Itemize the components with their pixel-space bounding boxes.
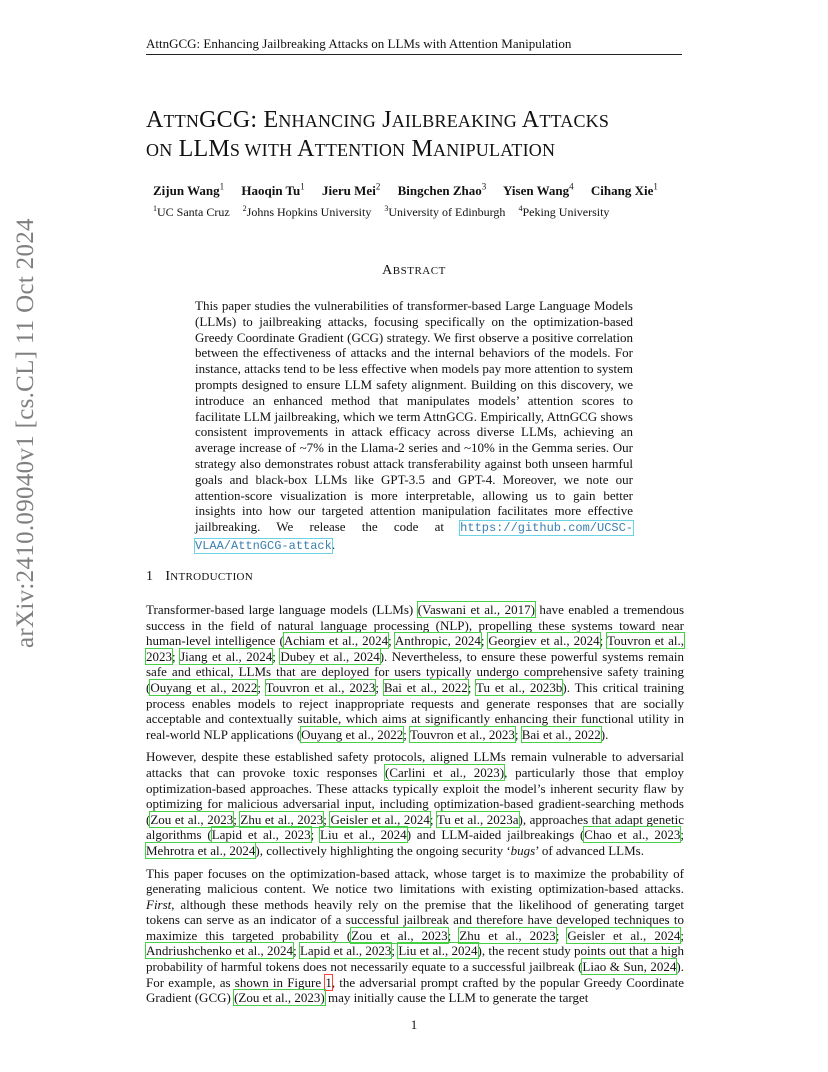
emphasis-text: First (146, 896, 172, 912)
paragraph: This paper focuses on the optimization-based attack, whose target is to maximize the probability of generating malicious content. We notice two limitations with existing optimization-based attacks. First, although these methods heavily rely on the premise that the likelihood of generating target tokens can serve as an indicator of a successful jailbreak and therefore have developed techniques to maximize this targeted probability (Zou et al., 2023; Zhu et al., 2023; Geisler et al., 2024; Andriushchenko et al., 2024; Lapid et al., 2023; Liu et al., 2024), the recent study points out that a high probability of harmful tokens does not necessarily equate to a successful jailbreak (Liao & Sun, 2024). For example, as shown in Figure 1, the adversarial prompt crafted by the popular Greedy Coordinate Gradient (GCG) (Zou et al., 2023) may initially cause the LLM to generate the target (146, 865, 684, 1006)
running-header: AttnGCG: Enhancing Jailbreaking Attacks on LLMs with Attention Manipulation (146, 36, 682, 55)
emphasis-text: bugs (510, 842, 536, 858)
figure-reference-link[interactable]: 1 (325, 974, 332, 990)
code-repository-link[interactable]: https://github.com/UCSC-VLAA/AttnGCG-attack (195, 521, 633, 553)
citation-link[interactable]: Touvron et al., 2023 (409, 726, 515, 742)
abstract-body: This paper studies the vulnerabilities of transformer-based Large Language Models (LLMs) to jailbreaking attacks, focusing specifically on the optimization-based Greedy Coordinate Gradient (GCG) strategy. We first observe a positive correlation between the effectiveness of attacks and the internal behaviors of the models. For instance, attacks tend to be less effective when models pay more attention to system prompts designed to ensure LLM safety alignment. Building on this discovery, we introduce an enhanced method that manipulates models’ attention scores to facilitate LLM jailbreaking, which we term AttnGCG. Empirically, AttnGCG shows consistent improvements in attack efficacy across diverse LLMs, achieving an average increase of ~7% in the Llama-2 series and ~10% in the Gemma series. Our strategy also demonstrates robust attack transferability against both unseen harmful goals and black-box LLMs like GPT-3.5 and GPT-4. Moreover, we note our attention-score visualization is more interpretable, allowing us to gain better insights into how our targeted attention manipulation facilitates more effective jailbreaking. We release the code at https://github.com/UCSC-VLAA/AttnGCG-attack. (195, 298, 633, 553)
citation-link[interactable]: Touvron et al., 2023 (265, 679, 376, 695)
paper-title (146, 106, 706, 164)
author-list (153, 182, 693, 199)
author: Bingchen Zhao$^3$ (397, 182, 487, 199)
title-line-2: ON LLMS WITH ATTENTION MANIPULATION (146, 136, 556, 162)
citation-link[interactable]: Liu et al., 2024 (320, 827, 407, 843)
paragraph: However, despite these established safety protocols, aligned LLMs remain vulnerable to adversarial attacks that can provoke toxic responses (Carlini et al., 2023), particularly those that employ optimization-based approaches. These attacks typically exploit the model’s inherent security flaw by optimizing for malicious adversarial input, including optimization-based gradient-searching methods (Zou et al., 2023; Zhu et al., 2023; Geisler et al., 2024; Tu et al., 2023a), approaches that adapt genetic algorithms (Lapid et al., 2023; Liu et al., 2024) and LLM-aided jailbreakings (Chao et al., 2023; Mehrotra et al., 2024), collectively highlighting the ongoing security ‘bugs’ of advanced LLMs. (146, 749, 685, 858)
citation-link[interactable]: (Zou et al., 2023) (234, 990, 325, 1006)
author: Zijun Wang$^1$ (153, 182, 225, 199)
citation-link[interactable]: (Carlini et al., 2023) (384, 764, 505, 780)
introduction-body (146, 602, 684, 1013)
abstract-text: This paper studies the vulnerabilities of transformer-based Large Language Models (LLMs) to jailbreaking attacks, focusing specifically on the optimization-based Greedy Coordinate Gradient (GCG) strategy. We first observe a positive correlation between the effectiveness of attacks and the internal behaviors of the models. For instance, attacks tend to be less effective when models pay more attention to system prompts designed to ensure LLM safety alignment. Building on this discovery, we introduce an enhanced method that manipulates models’ attention scores to facilitate LLM jailbreaking, which we term AttnGCG. Empirically, AttnGCG shows consistent improvements in attack efficacy across diverse LLMs, achieving an average increase of ~7% in the Llama-2 series and ~10% in the Gemma series. Our strategy also demonstrates robust attack transferability against both unseen harmful goals and black-box LLMs like GPT-3.5 and GPT-4. Moreover, we note our attention-score visualization is more interpretable, allowing us to gain better insights into how our targeted attention manipulation facilitates more effective jailbreaking. We release the code at (195, 298, 633, 535)
citation-link[interactable]: Bai et al., 2022 (521, 726, 601, 742)
author: Cihang Xie$^1$ (590, 182, 658, 199)
abstract-heading: ABSTRACT (382, 263, 446, 278)
paragraph: Transformer-based large language models (LLMs) (Vaswani et al., 2017) have enabled a tremendous success in the field of natural language processing (NLP), propelling these systems toward near human-level intelligence (Achiam et al., 2024; Anthropic, 2024; Georgiev et al., 2024; Touvron et al., 2023; Jiang et al., 2024; Dubey et al., 2024). Nevertheless, to ensure these powerful systems remain safe and ethical, LLMs that are deployed for users typically undergo comprehensive safety training (Ouyang et al., 2022; Touvron et al., 2023; Bai et al., 2022; Tu et al., 2023b). This critical training process enables models to reject inappropriate requests and generate responses that are socially acceptable and contextually suitable, which aims at significantly enhancing their functional utility in real-world NLP applications (Ouyang et al., 2022; Touvron et al., 2023; Bai et al., 2022). (146, 602, 685, 742)
citation-link[interactable]: Andriushchenko et al., 2024 (146, 943, 294, 959)
citation-link[interactable]: Jiang et al., 2024 (180, 648, 273, 664)
page-number: 1 (410, 1017, 418, 1032)
citation-link[interactable]: Georgiev et al., 2024 (488, 633, 600, 649)
citation-link[interactable]: Lapid et al., 2023 (211, 827, 311, 843)
citation-link[interactable]: Bai et al., 2022 (383, 679, 468, 695)
section-heading-introduction: 1 INTRODUCTION (146, 569, 254, 584)
citation-link[interactable]: Chao et al., 2023 (584, 827, 681, 843)
affiliation: $^1$UC Santa Cruz (153, 204, 230, 219)
citation-link[interactable]: Touvron et al., 2023 (146, 633, 684, 664)
author: Yisen Wang$^4$ (503, 182, 574, 199)
citation-link[interactable]: Lapid et al., 2023 (299, 943, 392, 959)
citation-link[interactable]: Liao & Sun, 2024 (582, 959, 677, 975)
author: Haoqin Tu$^1$ (241, 182, 305, 199)
affiliation: $^2$Johns Hopkins University (242, 204, 372, 219)
citation-link[interactable]: Ouyang et al., 2022 (150, 679, 258, 695)
author: Jieru Mei$^2$ (322, 182, 381, 199)
citation-link[interactable]: Geisler et al., 2024 (567, 927, 681, 943)
citation-link[interactable]: Anthropic, 2024 (394, 633, 481, 649)
affiliation: $^4$Peking University (518, 204, 610, 219)
citation-link[interactable]: Zhu et al., 2023 (240, 811, 324, 827)
citation-link[interactable]: Liu et al., 2024 (398, 943, 478, 959)
affiliation: $^3$University of Edinburgh (384, 204, 506, 219)
citation-link[interactable]: Tu et al., 2023a (436, 811, 519, 827)
affiliation-list (153, 204, 619, 220)
citation-link[interactable]: Achiam et al., 2024 (283, 633, 389, 649)
citation-link[interactable]: Ouyang et al., 2022 (301, 726, 404, 742)
citation-link[interactable]: (Vaswani et al., 2017) (417, 602, 535, 617)
citation-link[interactable]: Zou et al., 2023 (150, 811, 234, 827)
citation-link[interactable]: Zou et al., 2023 (351, 927, 448, 943)
arxiv-identifier-stamp[interactable]: arXiv:2410.09040v1 [cs.CL] 11 Oct 2024 (12, 218, 39, 648)
citation-link[interactable]: Mehrotra et al., 2024 (146, 842, 256, 858)
title-line-1: ATTNGCG: ENHANCING JAILBREAKING ATTACKS (146, 107, 610, 133)
citation-link[interactable]: Tu et al., 2023b (476, 679, 563, 695)
citation-link[interactable]: Geisler et al., 2024 (330, 811, 430, 827)
citation-link[interactable]: Dubey et al., 2024 (280, 648, 380, 664)
citation-link[interactable]: Zhu et al., 2023 (459, 927, 556, 943)
